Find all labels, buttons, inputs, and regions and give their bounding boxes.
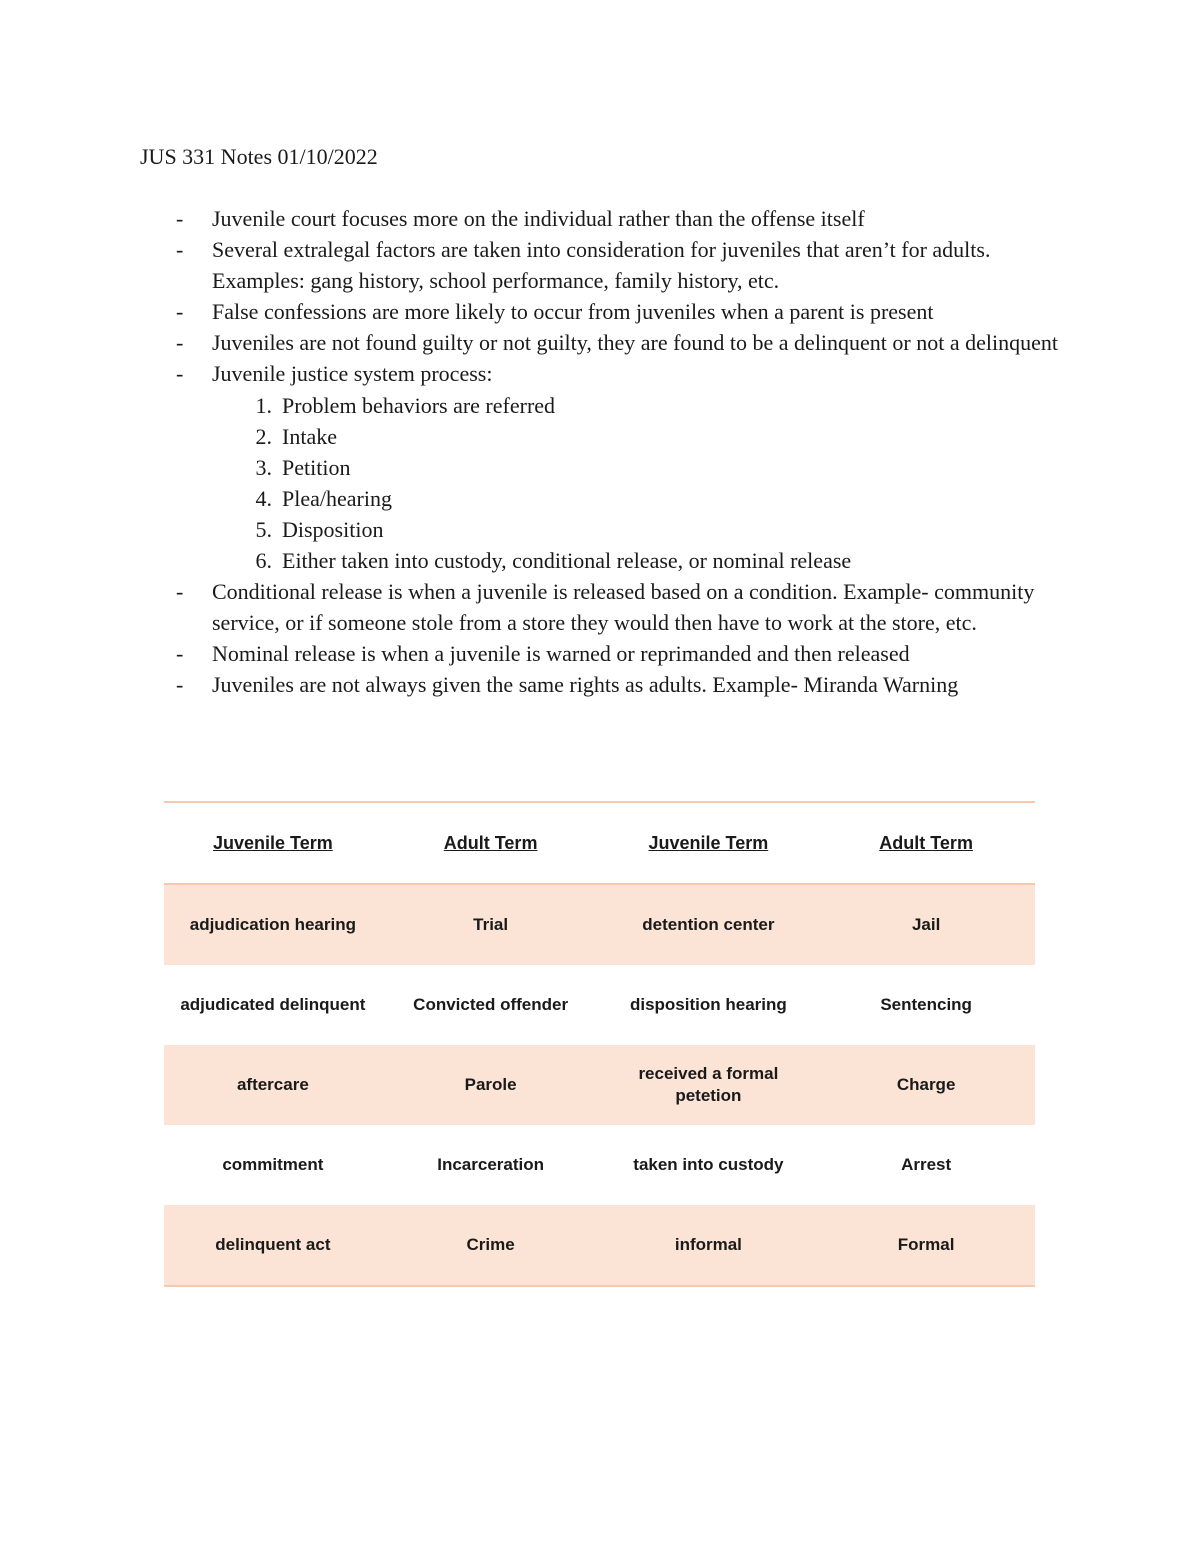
notes-list xyxy=(140,203,1060,701)
column-header: Adult Term xyxy=(879,832,973,853)
note-item xyxy=(140,669,1060,700)
terms-table xyxy=(164,801,1035,1287)
process-step xyxy=(212,390,1060,421)
table-row xyxy=(164,965,1035,1045)
step-number: 6. xyxy=(255,548,272,574)
table-cell: commitment xyxy=(222,1155,324,1174)
table-cell: taken into custody xyxy=(633,1155,784,1174)
step-text: Problem behaviors are referred xyxy=(282,392,556,418)
bullet-marker: - xyxy=(176,330,184,356)
bullet-marker: - xyxy=(176,361,184,387)
bullet-marker: - xyxy=(176,579,184,605)
note-item xyxy=(140,638,1060,669)
note-text: Several extralegal factors are taken into consideration for juveniles that aren’t for adults. Examples: gang history, school performance, family history, etc. xyxy=(212,237,991,294)
note-item xyxy=(140,234,1060,296)
table-cell: Charge xyxy=(817,1045,1035,1125)
note-item xyxy=(140,327,1060,358)
table-cell: Formal xyxy=(817,1205,1035,1286)
note-text: False confessions are more likely to occur from juveniles when a parent is present xyxy=(212,299,934,325)
note-item xyxy=(140,203,1060,234)
table-cell: delinquent act xyxy=(164,1205,382,1286)
column-header: Juvenile Term xyxy=(213,832,333,853)
table-row xyxy=(164,1045,1035,1125)
table-cell: Parole xyxy=(382,1045,600,1125)
table-cell: disposition hearing xyxy=(629,995,787,1014)
table-cell: Jail xyxy=(817,884,1035,965)
bullet-marker: - xyxy=(176,206,184,231)
process-steps-list xyxy=(212,390,1060,577)
note-item xyxy=(140,296,1060,327)
note-text: Conditional release is when a juvenile is released based on a condition. Example- community service, or if someone stole from a store they would then have to work at the store, etc. xyxy=(212,579,1035,636)
table-row xyxy=(164,1125,1035,1205)
note-text: Juveniles are not found guilty or not guilty, they are found to be a delinquent or not a delinquent xyxy=(212,330,1058,356)
step-number: 5. xyxy=(255,516,272,542)
step-text: Petition xyxy=(282,454,351,480)
column-header: Adult Term xyxy=(443,832,538,853)
note-text: Juvenile court focuses more on the individual rather than the offense itself xyxy=(212,206,865,231)
step-text: Intake xyxy=(282,423,337,449)
process-step xyxy=(212,421,1060,452)
table-cell: Incarceration xyxy=(437,1155,544,1174)
process-step xyxy=(212,483,1060,514)
step-number: 3. xyxy=(255,454,272,480)
column-header: Juvenile Term xyxy=(648,832,769,853)
table-cell: Trial xyxy=(382,884,600,965)
bullet-marker: - xyxy=(176,641,184,667)
step-text: Disposition xyxy=(282,516,384,542)
table-cell: adjudication hearing xyxy=(164,884,382,965)
table-row xyxy=(164,884,1035,965)
bullet-marker: - xyxy=(176,237,184,263)
process-step xyxy=(212,545,1060,576)
table-cell: Arrest xyxy=(901,1155,952,1174)
table-cell: Convicted offender xyxy=(413,995,569,1014)
page-title: JUS 331 Notes 01/10/2022 xyxy=(140,144,378,169)
table-cell: aftercare xyxy=(164,1045,382,1125)
note-text: Juvenile justice system process: xyxy=(212,361,493,387)
note-item xyxy=(140,576,1060,638)
step-number: 4. xyxy=(255,485,272,511)
process-step xyxy=(212,514,1060,545)
note-text: Juveniles are not always given the same rights as adults. Example- Miranda Warning xyxy=(212,672,959,698)
bullet-marker: - xyxy=(176,672,184,698)
table-cell: Crime xyxy=(382,1205,600,1286)
step-text: Plea/hearing xyxy=(282,485,392,511)
table-cell: informal xyxy=(600,1205,818,1286)
table-cell: detention center xyxy=(600,884,818,965)
table-header-row xyxy=(164,802,1035,884)
table-cell: adjudicated delinquent xyxy=(180,995,366,1014)
process-step xyxy=(212,452,1060,483)
note-item xyxy=(140,358,1060,576)
table-row xyxy=(164,1205,1035,1286)
table-cell: received a formal petetion xyxy=(600,1045,818,1125)
bullet-marker: - xyxy=(176,299,184,325)
step-text: Either taken into custody, conditional release, or nominal release xyxy=(282,548,852,574)
step-number: 1. xyxy=(255,392,272,418)
table-cell: Sentencing xyxy=(880,995,972,1014)
step-number: 2. xyxy=(255,423,272,449)
note-text: Nominal release is when a juvenile is warned or reprimanded and then released xyxy=(212,641,910,667)
